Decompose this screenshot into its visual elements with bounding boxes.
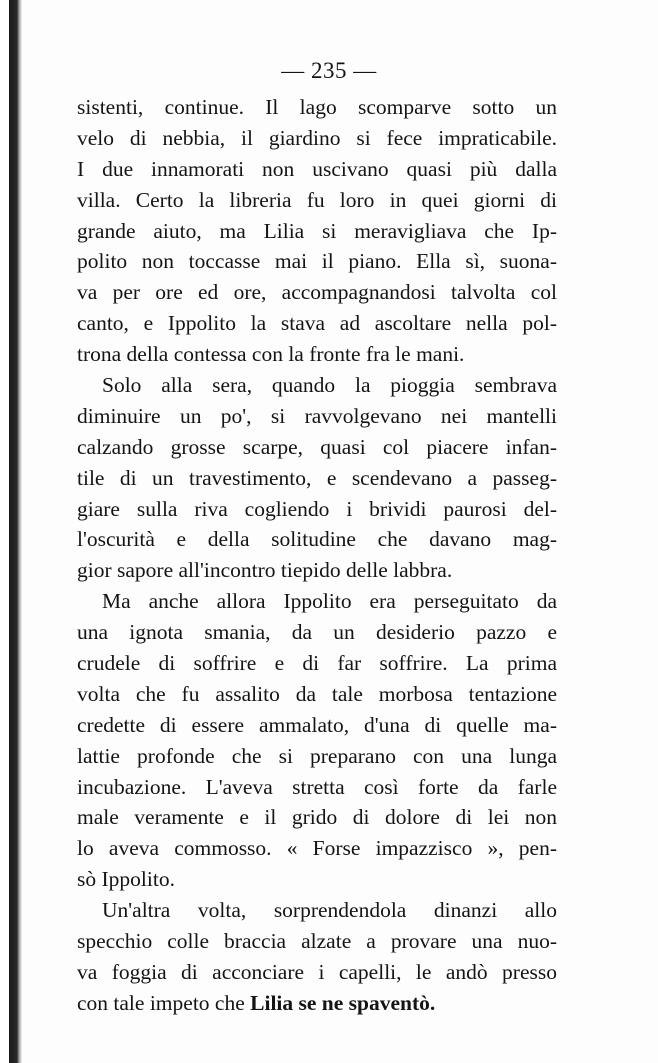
final-text-line: [77, 988, 557, 1019]
paragraph-start-line: Un'altra volta, sorprendendola dinanzi allo: [102, 898, 557, 923]
text-line: gior sapore all'incontro tiepido delle labbra.: [77, 558, 453, 583]
text-line: credette di essere ammalato, d'una di quelle ma-: [77, 712, 557, 737]
text-line: velo di nebbia, il giardino si fece impraticabile.: [77, 125, 557, 150]
text-line: volta che fu assalito da tale morbosa tentazione: [77, 681, 557, 706]
text-line: grande aiuto, ma Lilia si meravigliava che Ip-: [77, 218, 557, 243]
text-line: canto, e Ippolito la stava ad ascoltare nella pol-: [77, 311, 557, 336]
text-line: va per ore ed ore, accompagnandosi talvolta col: [77, 280, 557, 305]
text-line: sò Ippolito.: [77, 867, 175, 892]
text-line: lo aveva commosso. « Forse impazzisco », pen-: [77, 836, 557, 861]
text-line: diminuire un po', si ravvolgevano nei mantelli: [77, 403, 557, 428]
text-line: specchio colle braccia alzate a provare una nuo-: [77, 929, 557, 954]
final-line-bold: Lilia se ne spaventò.: [250, 990, 436, 1015]
text-line: trona della contessa con la fronte fra le mani.: [77, 342, 465, 367]
text-line: incubazione. L'aveva stretta così forte da farle: [77, 774, 557, 799]
paragraph-start-line: Ma anche allora Ippolito era perseguitato da: [102, 589, 557, 614]
body-text: [77, 92, 557, 1019]
text-line: l'oscurità e della solitudine che davano mag-: [77, 527, 557, 552]
text-line: polito non toccasse mai il piano. Ella sì, suona-: [77, 249, 557, 274]
final-line-plain: con tale impeto che: [77, 990, 245, 1015]
text-line: I due innamorati non uscivano quasi più dalla: [77, 156, 557, 181]
text-line: crudele di soffrire e di far soffrire. La prima: [77, 651, 557, 676]
page-binding-edge: [0, 0, 22, 1063]
page-number: — 235 —: [281, 58, 377, 83]
text-line: villa. Certo la libreria fu loro in quei giorni di: [77, 187, 557, 212]
text-line: lattie profonde che si preparano con una lunga: [77, 743, 557, 768]
text-line: sistenti, continue. Il lago scomparve sotto un: [77, 95, 557, 119]
text-line: va foggia di acconciare i capelli, le andò presso: [77, 959, 557, 984]
text-line: una ignota smania, da un desiderio pazzo e: [77, 620, 557, 645]
text-line: giare sulla riva cogliendo i brividi paurosi del-: [77, 496, 557, 521]
text-line: male veramente e il grido di dolore di lei non: [77, 805, 557, 830]
paragraph-start-line: Solo alla sera, quando la pioggia sembrava: [102, 373, 557, 398]
text-line: tile di un travestimento, e scendevano a passeg-: [77, 465, 557, 490]
text-line: calzando grosse scarpe, quasi col piacere infan-: [77, 434, 557, 459]
